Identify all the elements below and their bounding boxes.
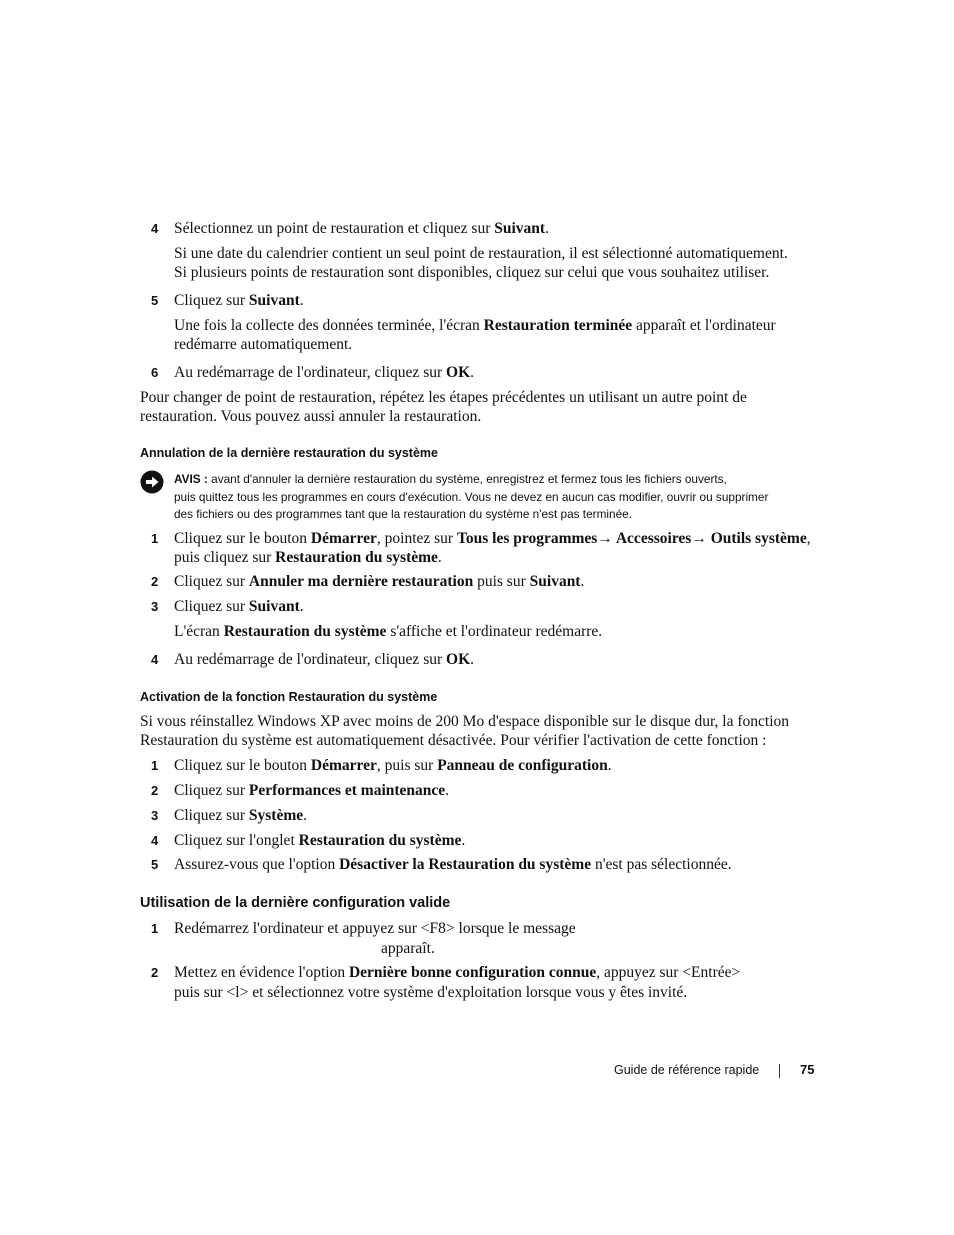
step-text: Cliquez sur Performances et maintenance. — [174, 782, 450, 799]
step-number: 4 — [151, 652, 159, 667]
step-text: Assurez-vous que l'option Désactiver la Restauration du système n'est pas sélectionnée. — [174, 856, 732, 873]
step-number: 2 — [151, 783, 159, 798]
step-text: puis sur <l> et sélectionnez votre système d'exploitation lorsque vous y êtes invité. — [174, 984, 688, 1001]
step-number: 5 — [151, 857, 159, 872]
step-note: Une fois la collecte des données terminée, l'écran Restauration terminée apparaît et l'ordinateur — [174, 317, 776, 334]
step-note: L'écran Restauration du système s'affiche et l'ordinateur redémarre. — [174, 623, 603, 640]
footer-title: Guide de référence rapide — [614, 1063, 760, 1077]
step-text: Mettez en évidence l'option Dernière bonne configuration connue, appuyez sur <Entrée> — [174, 964, 741, 981]
step-text: Cliquez sur Suivant. — [174, 598, 304, 615]
step-note: redémarre automatiquement. — [174, 336, 353, 353]
paragraph: restauration. Vous pouvez aussi annuler la restauration. — [140, 408, 482, 425]
step-text: Cliquez sur Système. — [174, 807, 308, 824]
notice-text: AVIS : avant d'annuler la dernière restauration du système, enregistrez et fermez tous les fichiers ouverts, puis quittez tous les programmes en cours d'exécution. Vous ne devez en aucun cas modifier, ouvrir ou supprimer des fichiers ou des programmes tant que la restauration du système n'est pas terminée. — [174, 472, 769, 521]
step-text: Au redémarrage de l'ordinateur, cliquez sur OK. — [174, 364, 475, 381]
step-number: 1 — [151, 921, 159, 936]
step-text: puis cliquez sur Restauration du système. — [174, 549, 442, 566]
step-number: 1 — [151, 531, 159, 546]
step-text: Cliquez sur l'onglet Restauration du système. — [174, 832, 466, 849]
step-text: Cliquez sur Suivant. — [174, 292, 304, 309]
section-heading: Activation de la fonction Restauration du système — [140, 690, 438, 704]
footer-divider — [779, 1064, 780, 1078]
notice-icon — [140, 470, 164, 494]
step-text: Cliquez sur le bouton Démarrer, puis sur Panneau de configuration. — [174, 757, 612, 774]
section-heading: Utilisation de la dernière configuration valide — [140, 895, 451, 911]
step-text: Redémarrez l'ordinateur et appuyez sur <F8> lorsque le message — [174, 920, 576, 937]
step-number: 2 — [151, 574, 159, 589]
paragraph: Si vous réinstallez Windows XP avec moins de 200 Mo d'espace disponible sur le disque dur, la fonction — [140, 713, 789, 730]
page-number: 75 — [800, 1062, 815, 1077]
paragraph: Restauration du système est automatiquement désactivée. Pour vérifier l'activation de cette fonction : — [140, 732, 767, 749]
paragraph: Pour changer de point de restauration, répétez les étapes précédentes un utilisant un autre point de — [140, 389, 747, 406]
step-number: 4 — [151, 221, 159, 236]
step-number: 1 — [151, 758, 159, 773]
step-note: Si plusieurs points de restauration sont disponibles, cliquez sur celui que vous souhaitez utiliser. — [174, 264, 770, 281]
step-text: apparaît. — [381, 940, 435, 957]
step-number: 2 — [151, 965, 159, 980]
step-text: Au redémarrage de l'ordinateur, cliquez sur OK. — [174, 651, 475, 668]
step-text: Sélectionnez un point de restauration et cliquez sur Suivant. — [174, 220, 549, 237]
section-heading: Annulation de la dernière restauration du système — [140, 446, 438, 460]
step-number: 5 — [151, 293, 159, 308]
notice-label: AVIS : — [174, 472, 212, 486]
step-text: Cliquez sur Annuler ma dernière restauration puis sur Suivant. — [174, 573, 585, 590]
step-text: Cliquez sur le bouton Démarrer, pointez sur Tous les programmes→ Accessoires→ Outils système, — [174, 530, 811, 547]
step-number: 4 — [151, 833, 159, 848]
step-note: Si une date du calendrier contient un seul point de restauration, il est sélectionné automatiquement. — [174, 245, 788, 262]
step-number: 3 — [151, 808, 159, 823]
step-number: 6 — [151, 365, 159, 380]
step-number: 3 — [151, 599, 159, 614]
